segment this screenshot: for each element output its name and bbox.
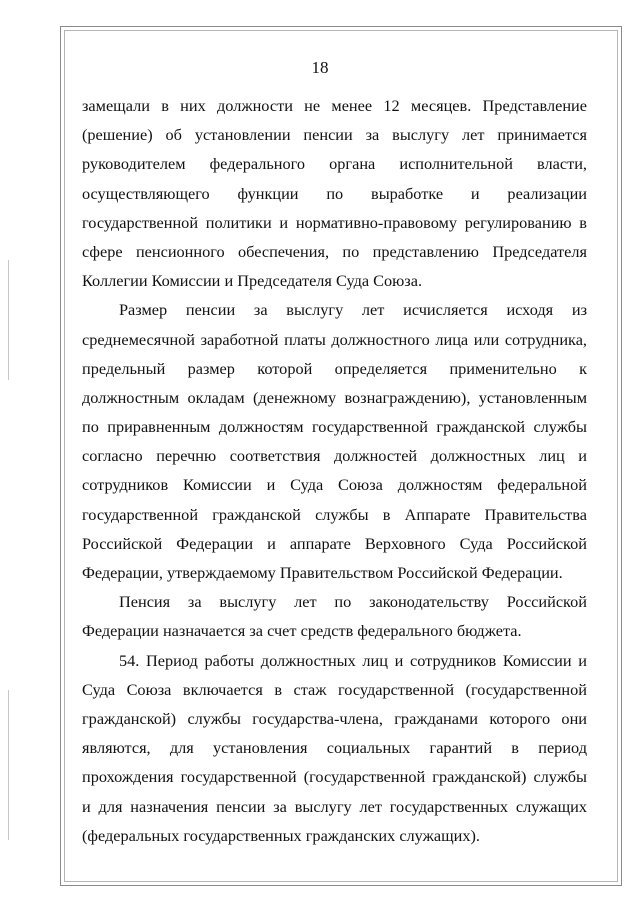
text-line: (решение) об установлении пенсии за выслугу лет принимается <box>82 125 587 145</box>
text-line: Коллегии Комиссии и Председателя Суда Союза. <box>82 271 423 291</box>
text-line: прохождения государственной (государственной гражданской) службы <box>82 767 587 787</box>
document-body <box>82 91 587 850</box>
text-line: осуществляющего функции по выработке и реализации <box>82 183 587 203</box>
text-line: согласно перечню соответствия должностей должностных лиц и <box>82 446 587 466</box>
text-line: сотрудников Комиссии и Суда Союза должностям федеральной <box>82 475 587 495</box>
text-line: государственной политики и нормативно-правовому регулированию в <box>82 212 587 232</box>
text-line: Суда Союза включается в стаж государственной (государственной <box>82 679 587 699</box>
text-line: должностным окладам (денежному вознаграждению), установленным <box>82 387 587 407</box>
paragraph <box>82 91 587 295</box>
text-line: гражданской) службы государства-члена, гражданами которого они <box>82 708 587 728</box>
text-line: и для назначения пенсии за выслугу лет государственных служащих <box>82 796 587 816</box>
text-line: Федерации, утверждаемому Правительством Российской Федерации. <box>82 563 563 582</box>
text-line: Федерации назначается за счет средств федерального бюджета. <box>82 621 522 641</box>
scan-edge-mark <box>8 690 9 840</box>
text-line: (федеральных государственных гражданских служащих). <box>82 825 480 845</box>
text-line: руководителем федерального органа исполнительной власти, <box>82 154 587 174</box>
text-line: 54. Период работы должностных лиц и сотрудников Комиссии и <box>119 650 587 670</box>
text-line: по приравненным должностям государственной гражданской службы <box>82 417 587 437</box>
paragraph <box>82 646 587 850</box>
text-line: являются, для установления социальных гарантий в период <box>82 738 587 758</box>
text-line: государственной гражданской службы в Аппарате Правительства <box>82 504 587 524</box>
text-line: замещали в них должности не менее 12 месяцев. Представление <box>82 96 587 115</box>
text-line: сфере пенсионного обеспечения, по представлению Председателя <box>82 241 587 261</box>
text-line: Размер пенсии за выслугу лет исчисляется исходя из <box>119 300 587 320</box>
paragraph <box>82 587 587 645</box>
text-line: Пенсия за выслугу лет по законодательству Российской <box>119 592 587 612</box>
paragraph <box>82 295 587 587</box>
text-line: предельный размер которой определяется применительно к <box>82 358 587 378</box>
text-line: среднемесячной заработной платы должностного лица или сотрудника, <box>82 329 587 349</box>
text-line: Российской Федерации и аппарате Верховного Суда Российской <box>82 533 587 553</box>
scan-edge-mark <box>8 260 9 380</box>
page-number: 18 <box>311 58 329 77</box>
